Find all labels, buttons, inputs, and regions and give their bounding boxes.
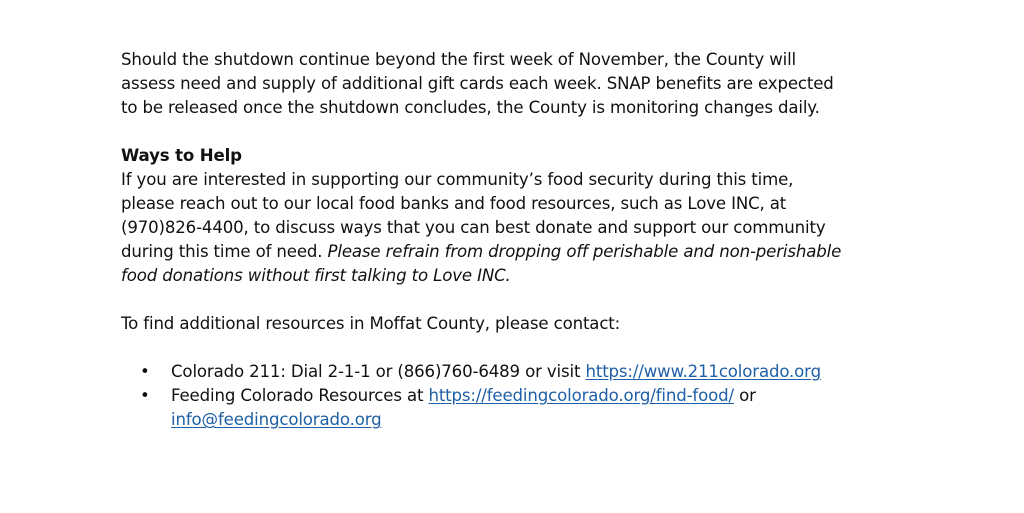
list-item-text: Colorado 211: Dial 2-1-1 or (866)760-6489 or visit (171, 362, 586, 381)
resources-list (121, 360, 921, 432)
list-item (121, 360, 921, 384)
ways-line-3: (970)826-4400, to discuss ways that you can best donate and support our community (121, 218, 826, 237)
shutdown-paragraph (121, 48, 921, 120)
document-page (121, 48, 921, 432)
shutdown-line-3: to be released once the shutdown concludes, the County is monitoring changes daily. (121, 98, 820, 117)
bullet-icon: • (140, 386, 150, 405)
paragraph-spacer (121, 120, 921, 144)
colorado-211-link[interactable]: https://www.211colorado.org (585, 362, 821, 381)
paragraph-spacer (121, 288, 921, 312)
list-item-text: Feeding Colorado Resources at (171, 386, 429, 405)
feeding-colorado-link[interactable]: https://feedingcolorado.org/find-food/ (428, 386, 734, 405)
bullet-icon: • (140, 362, 150, 381)
ways-to-help-section (121, 144, 921, 288)
resources-intro: To find additional resources in Moffat County, please contact: (121, 314, 621, 333)
ways-line-4-italic: Please refrain from dropping off perishable and non-perishable (327, 242, 842, 261)
shutdown-line-1: Should the shutdown continue beyond the first week of November, the County will (121, 50, 797, 69)
list-item-text-after: or (733, 386, 756, 405)
ways-to-help-heading: Ways to Help (121, 146, 242, 165)
ways-line-4 (121, 240, 921, 264)
ways-line-4-plain: during this time of need. (121, 242, 328, 261)
list-item (121, 384, 921, 432)
ways-line-2: please reach out to our local food banks and food resources, such as Love INC, at (121, 194, 787, 213)
ways-line-5: food donations without first talking to Love INC. (121, 266, 511, 285)
feeding-colorado-email-link[interactable]: info@feedingcolorado.org (171, 410, 382, 429)
paragraph-spacer (121, 336, 921, 360)
shutdown-line-2: assess need and supply of additional gift cards each week. SNAP benefits are expected (121, 74, 834, 93)
ways-line-1: If you are interested in supporting our community’s food security during this time, (121, 170, 794, 189)
